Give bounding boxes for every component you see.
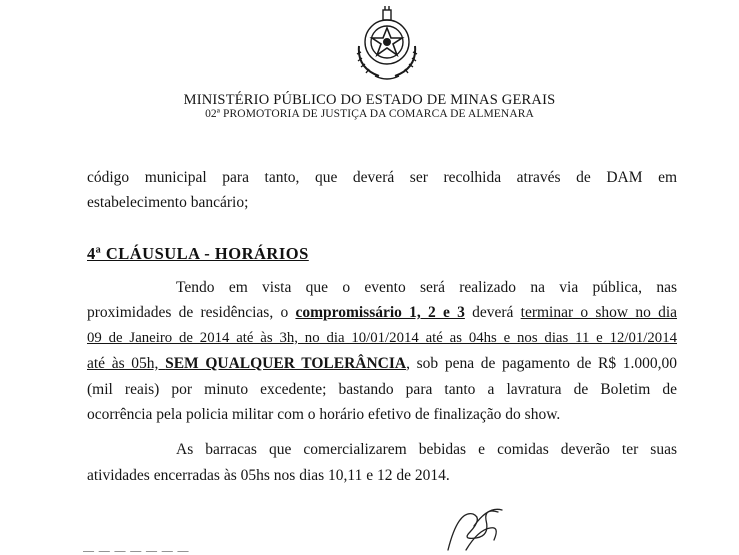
text-span: , sob pena de pagamento de R$ 1.000,00: [406, 355, 677, 372]
paragraph-line: atividades encerradas às 05hs nos dias 10,11 e 12 de 2014.: [87, 467, 450, 484]
paragraph-line: (mil reais) por minuto excedente; bastando para tanto a lavratura de Boletim de: [87, 381, 677, 398]
office-subtitle: 02ª PROMOTORIA DE JUSTIÇA DA COMARCA DE ALMENARA: [205, 108, 534, 120]
paragraph-line: As barracas que comercializarem bebidas e comidas deverão ter suas: [176, 441, 677, 458]
party-emphasis: compromissário 1, 2 e 3: [295, 304, 465, 321]
paragraph-line: código municipal para tanto, que deverá ser recolhida através de DAM em: [87, 169, 677, 186]
deadline-emphasis: terminar o show no dia: [520, 304, 678, 321]
paragraph-line: [87, 303, 677, 323]
paragraph-line: ocorrência pela policia militar com o horário efetivo de finalização do show.: [87, 406, 561, 423]
text-span: deverá: [464, 304, 521, 321]
text-span: proximidades de residências, o: [87, 304, 296, 321]
institution-title: MINISTÉRIO PÚBLICO DO ESTADO DE MINAS GERAIS: [183, 92, 556, 108]
coat-of-arms-icon: [349, 6, 425, 84]
no-tolerance-emphasis: SEM QUALQUER TOLERÂNCIA: [165, 355, 407, 372]
schedule-line: 09 de Janeiro de 2014 até às 3h, no dia 10/01/2014 até as 04hs e nos dias 11 e 12/01/2014: [87, 330, 677, 346]
paragraph-line: [87, 354, 677, 374]
paragraph-line: estabelecimento bancário;: [87, 194, 249, 211]
paragraph-line: Tendo em vista que o evento será realizado na via pública, nas: [176, 279, 677, 296]
text-span: até às 05h,: [87, 355, 166, 372]
cut-off-text: — — — — — — —: [83, 545, 190, 555]
signature-icon: [428, 500, 528, 555]
clause-heading: 4ª CLÁUSULA - HORÁRIOS: [87, 244, 309, 263]
